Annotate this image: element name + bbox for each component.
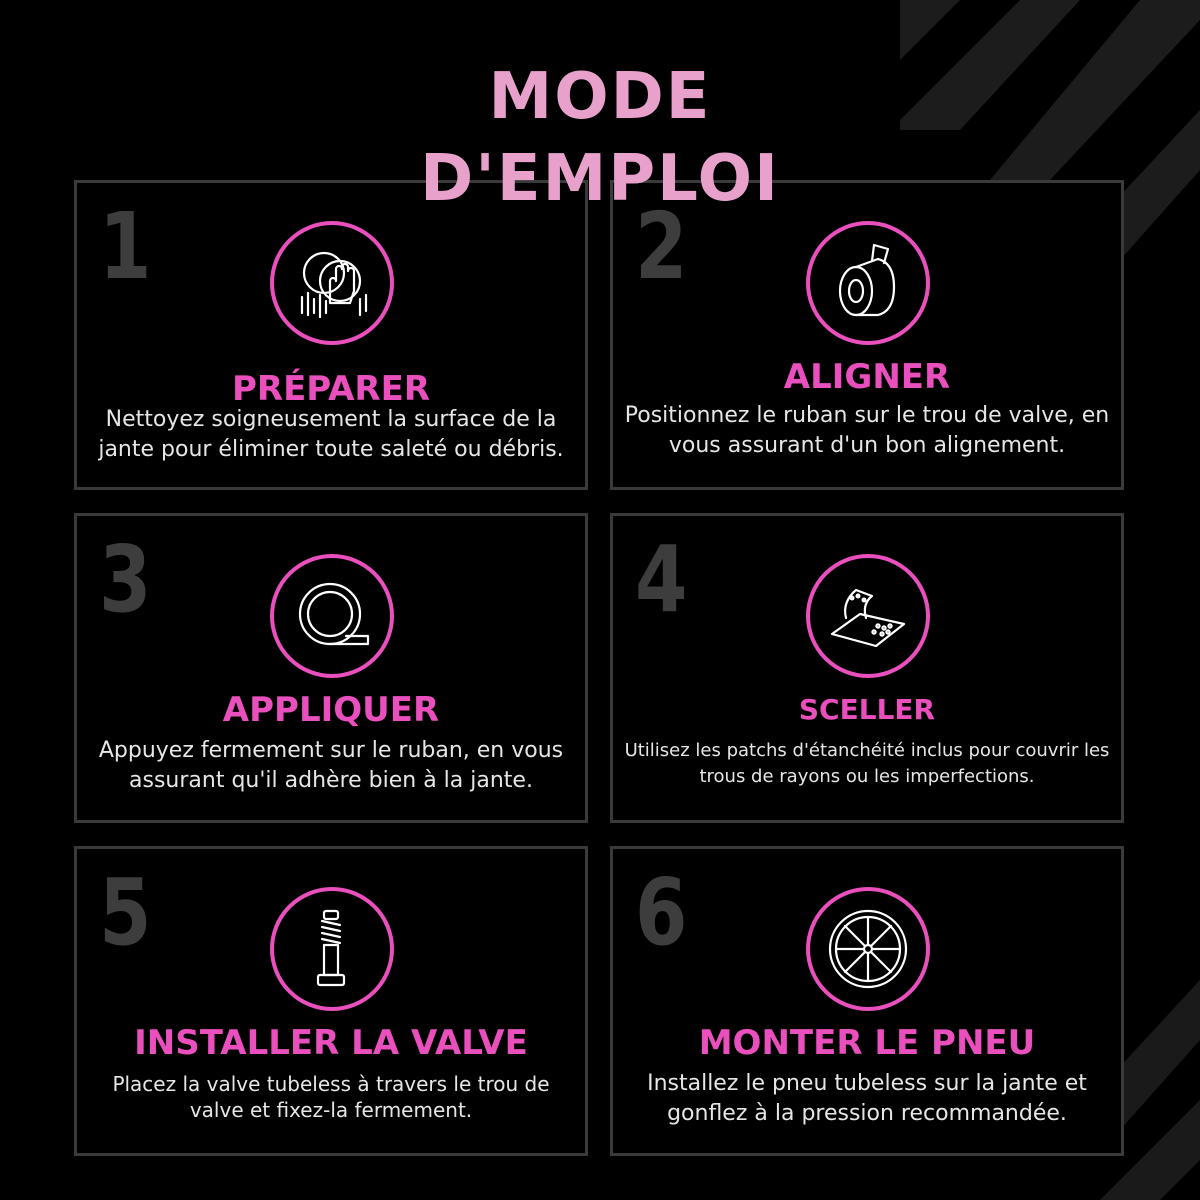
step-card-2 [610,180,1124,490]
icon-circle [270,554,394,678]
step-card-5 [74,846,588,1156]
cleaning-hand-icon [290,241,374,325]
icon-circle [270,887,394,1011]
icon-circle [806,887,930,1011]
icon-circle [806,554,930,678]
icon-circle [270,221,394,345]
page-title-line1: MODE [488,60,712,134]
step-title: PRÉPARER [231,369,431,409]
step-title: INSTALLER LA VALVE [134,1023,528,1063]
step-description: Appuyez fermement sur le ruban, en vous assurant qu'il adhère bien à la jante. [98,738,564,793]
step-description: Nettoyez soigneusement la surface de la jante pour éliminer toute saleté ou débris. [98,407,564,462]
tape-loop-icon [290,574,374,658]
step-number: 6 [635,859,688,966]
step-description: Positionnez le ruban sur le trou de valve, en vous assurant d'un bon alignement. [624,403,1110,458]
step-title: SCELLER [798,693,936,726]
step-description: Utilisez les patchs d'étanchéité inclus pour couvrir les trous de rayons ou les imperfections. [624,740,1110,787]
icon-circle [806,221,930,345]
step-title: APPLIQUER [222,690,440,730]
patch-seal-icon [826,574,910,658]
step-description: Placez la valve tubeless à travers le trou de valve et fixez-la fermement. [112,1072,550,1122]
step-card-3 [74,513,588,823]
step-number: 2 [635,193,688,300]
step-card-6 [610,846,1124,1156]
wheel-icon [826,907,910,991]
step-card-1 [74,180,588,490]
step-title: ALIGNER [783,357,951,397]
step-number: 1 [99,193,152,300]
page-title-line2: D'EMPLOI [420,142,780,216]
tape-roll-icon [826,241,910,325]
step-number: 4 [635,526,688,633]
step-number: 3 [99,526,152,633]
step-card-4 [610,513,1124,823]
step-title: MONTER LE PNEU [698,1023,1036,1063]
step-description: Installez le pneu tubeless sur la jante et gonflez à la pression recommandée. [647,1071,1087,1126]
step-number: 5 [99,859,152,966]
valve-icon [290,907,374,991]
